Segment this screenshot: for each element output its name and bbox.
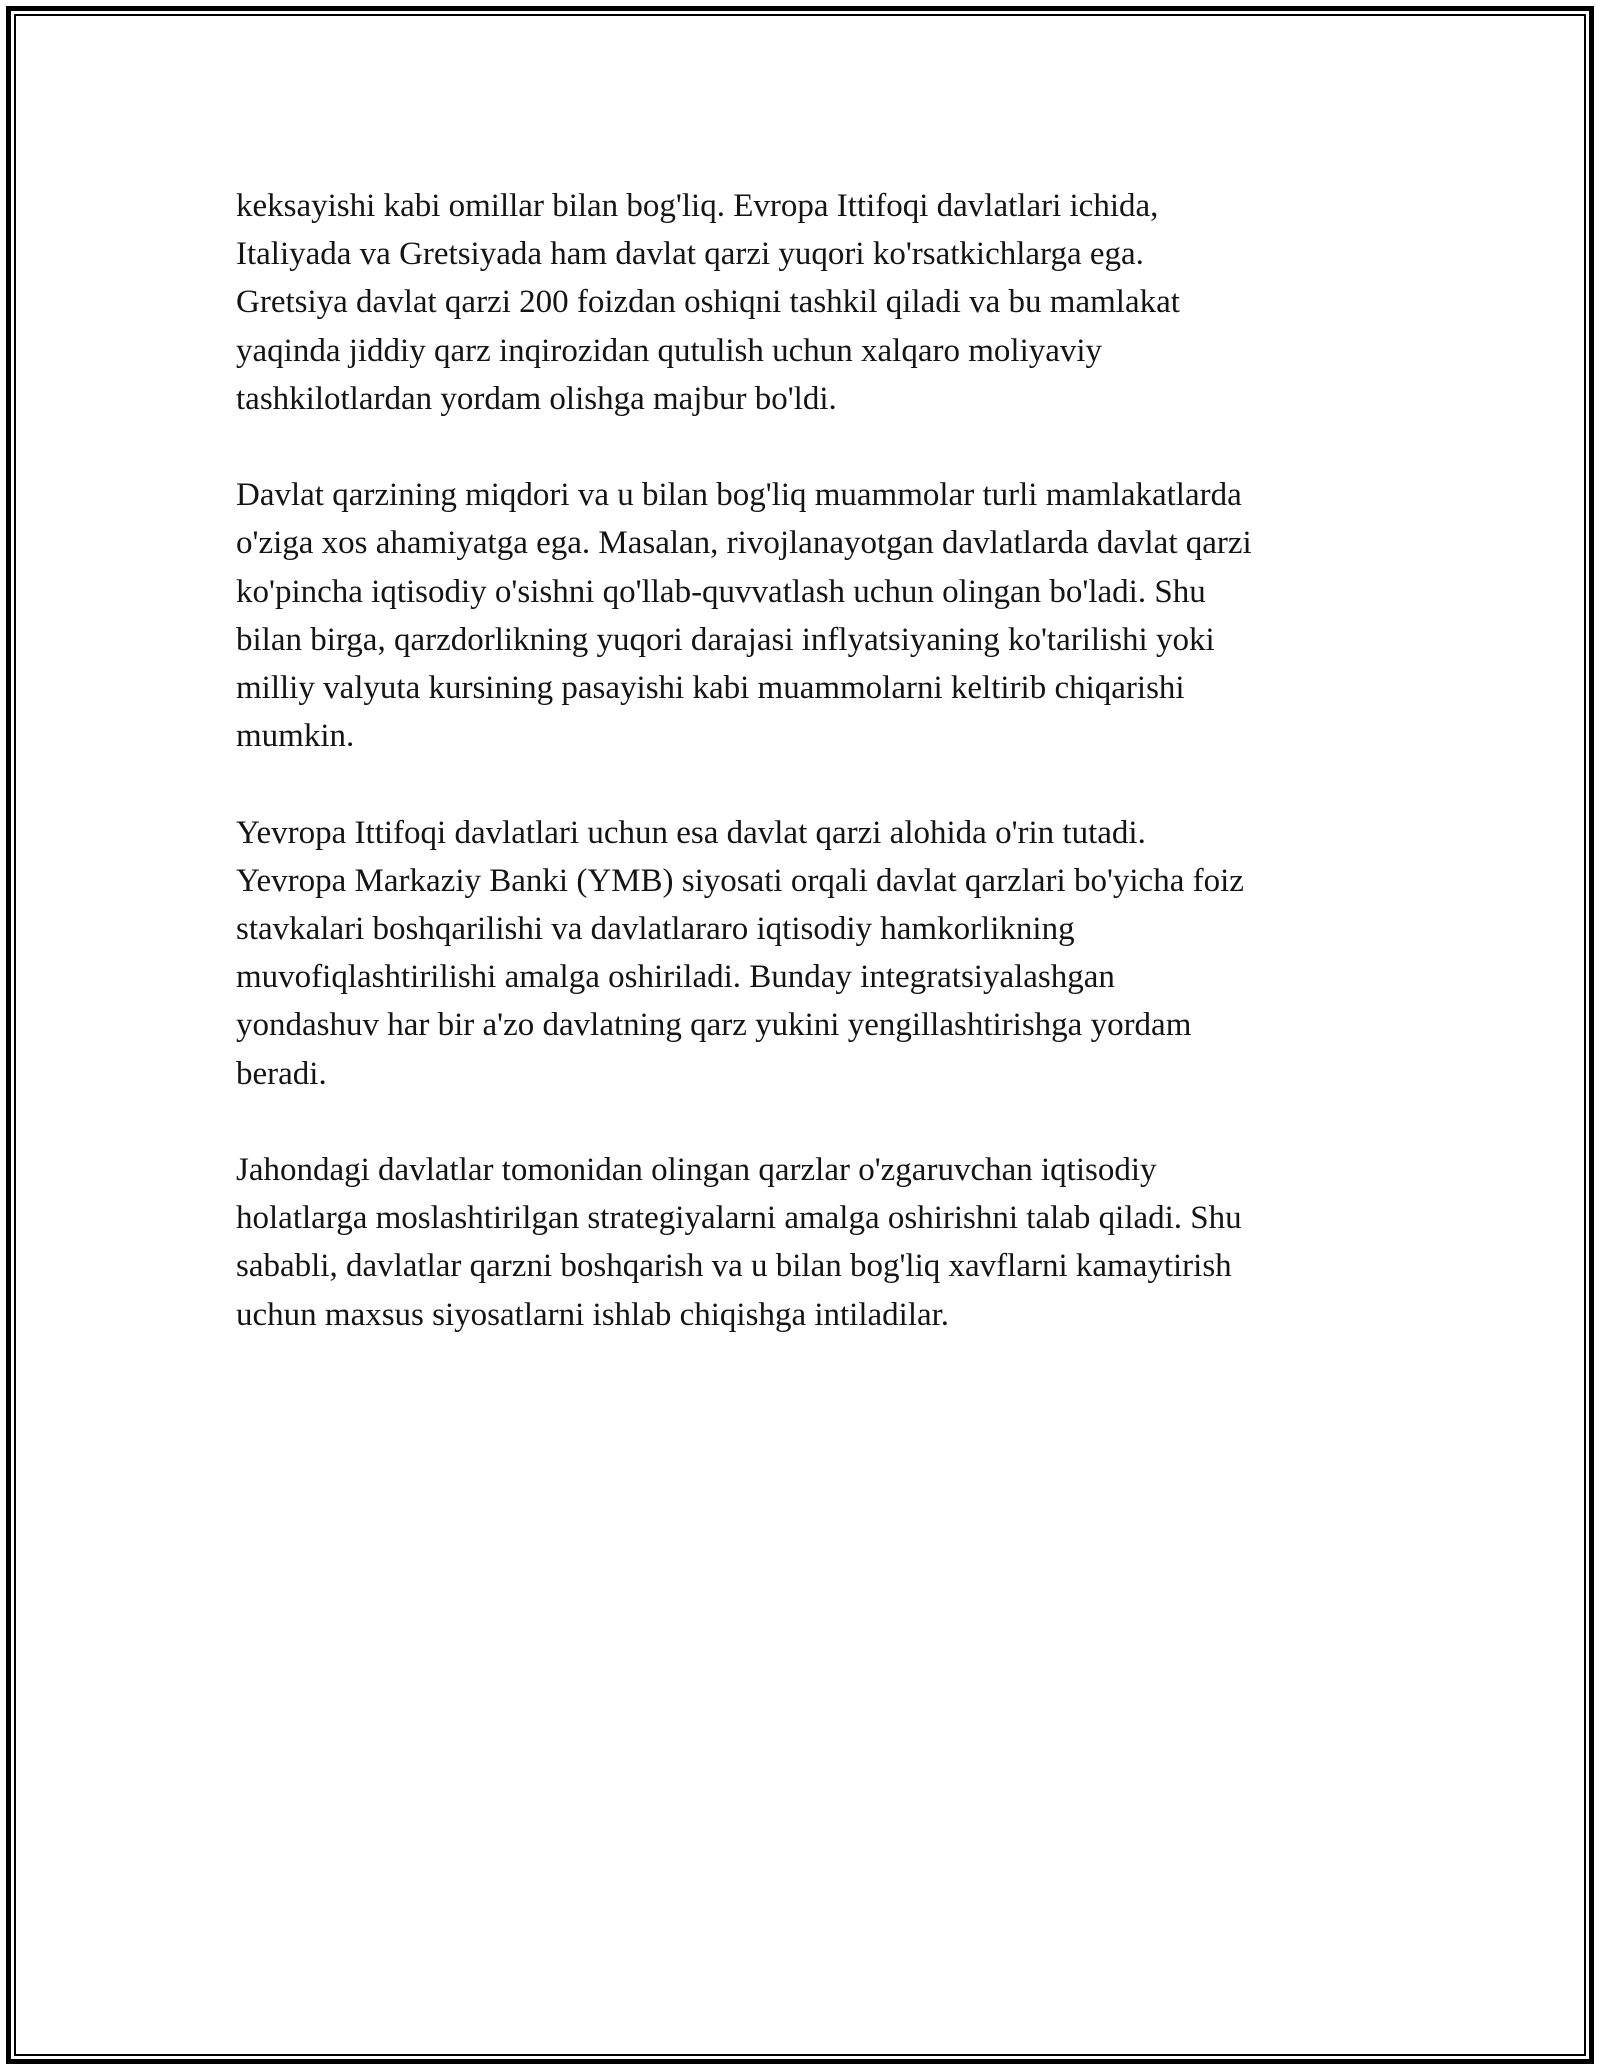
paragraph-3: Yevropa Ittifoqi davlatlari uchun esa davlat qarzi alohida o'rin tutadi. Yevropa Markaziy Banki (YMB) siyosati orqali davlat qarzlari bo'yicha foiz stavkalari boshqarilishi va davlatlararo iqtisodiy hamkorlikning muvofiqlashtirilishi amalga oshiriladi. Bunday integratsiyalashgan yondashuv har bir a'zo davlatning qarz yukini yengillashtirishga yordam beradi. xyxy=(236,814,1244,1092)
paragraph-2: Davlat qarzining miqdori va u bilan bog'liq muammolar turli mamlakatlarda o'ziga xos ahamiyatga ega. Masalan, rivojlanayotgan davlatlarda davlat qarzi ko'pincha iqtisodiy o'sishni qo'llab-quvvatlash uchun olingan bo'ladi. Shu bilan birga, qarzdorlikning yuqori darajasi inflyatsiyaning ko'tarilishi yoki milliy valyuta kursining pasayishi kabi muammolarni keltirib chiqarishi mumkin. xyxy=(236,477,1252,755)
paragraph-4: Jahondagi davlatlar tomonidan olingan qarzlar o'zgaruvchan iqtisodiy holatlarga moslashtirilgan strategiyalarni amalga oshirishni talab qiladi. Shu sababli, davlatlar qarzni boshqarish va u bilan bog'liq xavflarni kamaytirish uchun maxsus siyosatlarni ishlab chiqishga intiladilar. xyxy=(236,1152,1242,1333)
document-body xyxy=(236,182,1381,1387)
paragraph-1: keksayishi kabi omillar bilan bog'liq. Evropa Ittifoqi davlatlari ichida, Italiyada va Gretsiyada ham davlat qarzi yuqori ko'rsatkichlarga ega. Gretsiya davlat qarzi 200 foizdan oshiqni tashkil qiladi va bu mamlakat yaqinda jiddiy qarz inqirozidan qutulish uchun xalqaro moliyaviy tashkilotlardan yordam olishga majbur bo'ldi. xyxy=(236,188,1180,417)
